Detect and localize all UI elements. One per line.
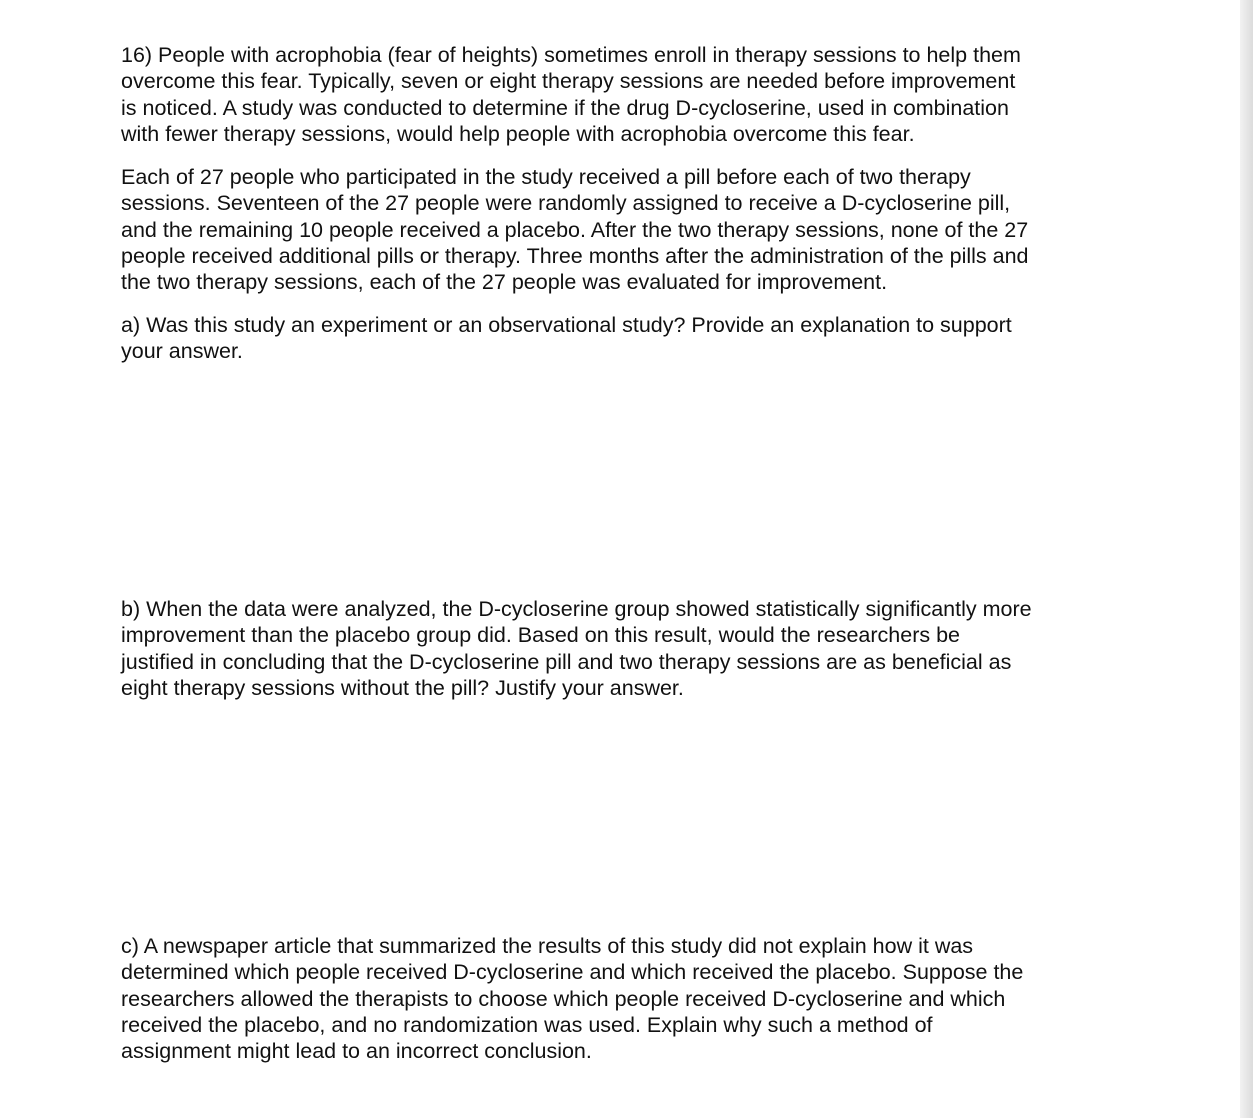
text-line: justified in concluding that the D-cycloserine pill and two therapy sessions are as beneficial as <box>121 649 1012 674</box>
text-line: people received additional pills or therapy. Three months after the administration of the pills and <box>121 243 1029 268</box>
question-intro-paragraph <box>121 42 1106 147</box>
text-line: overcome this fear. Typically, seven or eight therapy sessions are needed before improvement <box>121 69 1016 94</box>
part-b-question <box>121 596 1106 701</box>
part-a-question <box>121 312 1106 365</box>
text-line: and the remaining 10 people received a placebo. After the two therapy sessions, none of the 27 <box>121 217 1029 242</box>
text-line: Each of 27 people who participated in the study received a pill before each of two therapy <box>121 165 971 189</box>
study-description-paragraph <box>121 164 1106 295</box>
text-line: with fewer therapy sessions, would help people with acrophobia overcome this fear. <box>121 121 915 146</box>
text-line: determined which people received D-cycloserine and which received the placebo. Suppose the <box>121 960 1024 985</box>
text-line: eight therapy sessions without the pill? Justify your answer. <box>121 675 684 700</box>
part-c-question <box>121 933 1106 1064</box>
text-line: b) When the data were analyzed, the D-cycloserine group showed statistically significantly more <box>121 597 1032 621</box>
text-line: improvement than the placebo group did. Based on this result, would the researchers be <box>121 623 960 648</box>
text-line: your answer. <box>121 339 243 364</box>
text-line: assignment might lead to an incorrect conclusion. <box>121 1039 592 1064</box>
text-line: received the placebo, and no randomization was used. Explain why such a method of <box>121 1012 933 1037</box>
page-edge-shadow <box>1240 0 1253 1118</box>
text-line: c) A newspaper article that summarized the results of this study did not explain how it was <box>121 934 974 958</box>
text-line: researchers allowed the therapists to choose which people received D-cycloserine and which <box>121 986 1006 1011</box>
text-line: a) Was this study an experiment or an observational study? Provide an explanation to support <box>121 313 1012 337</box>
text-line: is noticed. A study was conducted to determine if the drug D-cycloserine, used in combination <box>121 95 1009 120</box>
text-line: 16) People with acrophobia (fear of heights) sometimes enroll in therapy sessions to help them <box>121 43 1021 67</box>
text-line: sessions. Seventeen of the 27 people were randomly assigned to receive a D-cycloserine pill, <box>121 191 1011 216</box>
text-line: the two therapy sessions, each of the 27 people was evaluated for improvement. <box>121 270 888 295</box>
